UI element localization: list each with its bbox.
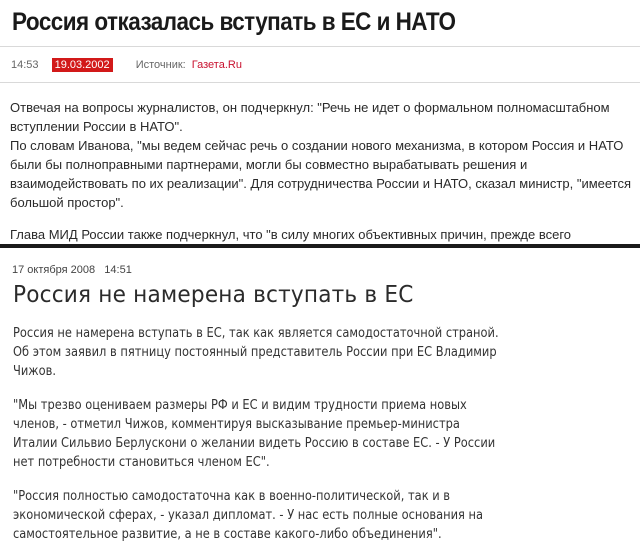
text-line: членов, - отметил Чижов, комментируя высказывание премьер-министра xyxy=(13,417,460,432)
text-line: Россия не намерена вступать в ЕС, так как является самодостаточной страной. xyxy=(13,326,499,341)
article-1-headline: Россия отказалась вступать в ЕС и НАТО xyxy=(12,8,456,36)
article-1-date-badge: 19.03.2002 xyxy=(52,58,113,72)
article-2-paragraph xyxy=(13,487,498,544)
text-line: Об этом заявил в пятницу постоянный представитель России при ЕС Владимир xyxy=(13,345,497,360)
text-line: "Россия полностью самодостаточна как в военно-политической, так и в xyxy=(13,489,451,504)
article-1-time: 14:53 xyxy=(11,59,39,71)
source-link[interactable]: Газета.Ru xyxy=(191,59,242,71)
article-2-paragraph xyxy=(13,396,498,472)
headline-rule xyxy=(0,46,640,47)
article-1-meta xyxy=(11,58,242,72)
article-1-body xyxy=(10,98,635,263)
article-1-paragraph: По словам Иванова, "мы ведем сейчас речь о создании нового механизма, в котором Россия и НАТО были бы полноправными партнерами, могли бы совместно вырабатывать решения и взаимодействовать по их реализации". Для сотрудничества России и НАТО, сказал министр, "имеется большой простор". xyxy=(10,138,632,210)
text-line: самостоятельное развитие, а не в составе какого-либо объединения". xyxy=(13,527,442,542)
text-line: Чижов. xyxy=(13,364,56,379)
article-2-dateline: 17 октября 2008 14:51 xyxy=(12,264,132,276)
article-1-paragraph: Отвечая на вопросы журналистов, он подчеркнул: "Речь не идет о формальном полномасштабном вступлении России в НАТО". xyxy=(10,100,610,134)
text-line: Италии Сильвио Берлускони о желании видеть Россию в составе ЕС. - У России xyxy=(13,436,496,451)
source-label: Источник: xyxy=(135,59,186,71)
text-line: экономической сферах, - указал дипломат. - У нас есть полные основания на xyxy=(13,508,484,523)
article-2-headline: Россия не намерена вступать в ЕС xyxy=(13,282,414,308)
text-line: "Мы трезво оцениваем размеры РФ и ЕС и видим трудности приема новых xyxy=(13,398,467,413)
article-1 xyxy=(0,0,640,244)
meta-rule xyxy=(0,82,640,83)
article-2-body xyxy=(13,324,498,544)
article-2-paragraph xyxy=(13,324,498,381)
article-1-paragraph: Глава МИД России также подчеркнул, что "в силу многих объективных причин, прежде всего xyxy=(10,227,572,242)
text-line: нет потребности становиться членом ЕС". xyxy=(13,455,270,470)
